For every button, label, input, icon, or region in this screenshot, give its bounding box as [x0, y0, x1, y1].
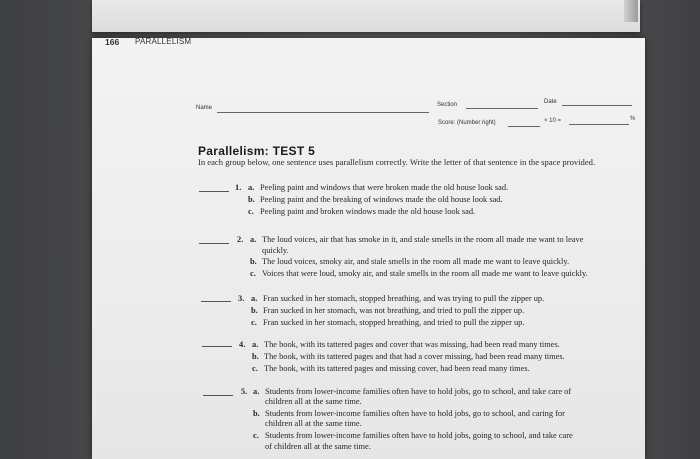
page-number: 166: [105, 37, 120, 47]
question-2-option-c: Voices that were loud, smoky air, and stale smells in the room all made me want to leave quickly.: [262, 269, 588, 278]
option-letter: a.: [253, 387, 260, 396]
option-letter: b.: [252, 352, 259, 361]
question-number-4: 4.: [239, 340, 246, 349]
question-5-option-b-line1: Students from lower-income families often have to hold jobs, go to school, and caring for: [265, 409, 565, 418]
question-number-1: 1.: [235, 183, 242, 192]
question-number-3: 3.: [238, 294, 245, 303]
option-letter: a.: [248, 183, 255, 192]
date-label: Date: [544, 99, 557, 105]
score-label: Score: (Number right): [438, 120, 496, 126]
option-letter: a.: [252, 340, 259, 349]
percent-field[interactable]: [569, 124, 629, 125]
answer-blank-2[interactable]: [199, 243, 229, 244]
option-letter: a.: [251, 294, 258, 303]
option-letter: b.: [248, 195, 255, 204]
page-curl: [624, 0, 638, 22]
question-4-option-c: The book, with its tattered pages and missing cover, had been read many times.: [264, 364, 530, 373]
question-5-option-b-line2: children all at the same time.: [265, 419, 362, 428]
option-letter: b.: [250, 257, 257, 266]
option-letter: a.: [250, 235, 257, 244]
percent-label: %: [630, 116, 636, 122]
test-title: Parallelism: TEST 5: [198, 144, 316, 158]
question-3-option-c: Fran sucked in her stomach, stopped breathing, and tried to pull the zipper up.: [263, 318, 525, 327]
question-5-option-c-line2: of children all at the same time.: [265, 442, 371, 451]
question-number-2: 2.: [237, 235, 244, 244]
answer-blank-1[interactable]: [199, 191, 229, 192]
score-field[interactable]: [508, 126, 540, 127]
question-1-option-c: Peeling paint and broken windows made the old house look sad.: [260, 207, 476, 216]
question-4-option-b: The book, with its tattered pages and that had a cover missing, had been read many times.: [264, 352, 565, 361]
option-letter: b.: [253, 409, 260, 418]
previous-page-edge: [92, 0, 640, 32]
option-letter: c.: [252, 364, 258, 373]
question-number-5: 5.: [241, 387, 248, 396]
question-5-option-a-line2: children all at the same time.: [265, 397, 362, 406]
question-5-option-a-line1: Students from lower-income families often have to hold jobs, go to school, and take care of: [265, 387, 572, 396]
option-letter: c.: [253, 431, 259, 440]
question-1-option-a: Peeling paint and windows that were broken made the old house look sad.: [260, 183, 509, 192]
question-3-option-a: Fran sucked in her stomach, stopped breathing, and was trying to pull the zipper up.: [263, 294, 545, 303]
section-label: Section: [437, 102, 458, 108]
date-field[interactable]: [562, 105, 632, 106]
answer-blank-5[interactable]: [203, 395, 233, 396]
option-letter: c.: [250, 269, 256, 278]
question-3-option-b: Fran sucked in her stomach, was not breathing, and tried to pull the zipper up.: [263, 306, 525, 315]
section-field[interactable]: [466, 108, 538, 109]
question-2-option-a-line1: The loud voices, air that has smoke in it, and stale smells in the room all made me want to leave: [262, 235, 584, 244]
answer-blank-3[interactable]: [201, 301, 231, 302]
question-2-option-b: The loud voices, smoky air, and stale smells in the room all made me want to leave quickly.: [262, 257, 570, 266]
times-ten-label: × 10 =: [544, 118, 562, 124]
option-letter: b.: [251, 306, 258, 315]
name-label: Name: [196, 105, 213, 111]
running-head: PARALLELISM: [135, 37, 192, 46]
question-1-option-b: Peeling paint and the breaking of windows made the old house look sad.: [260, 195, 503, 204]
name-field[interactable]: [217, 112, 429, 113]
instructions: In each group below, one sentence uses parallelism correctly. Write the letter of that sentence in the space provided.: [198, 157, 596, 167]
option-letter: c.: [251, 318, 257, 327]
answer-blank-4[interactable]: [202, 346, 232, 347]
question-5-option-c-line1: Students from lower-income families often have to hold jobs, going to school, and take care: [265, 431, 573, 440]
option-letter: c.: [248, 207, 254, 216]
question-4-option-a: The book, with its tattered pages and cover that was missing, had been read many times.: [264, 340, 560, 349]
question-2-option-a-line2: quickly.: [262, 246, 289, 255]
